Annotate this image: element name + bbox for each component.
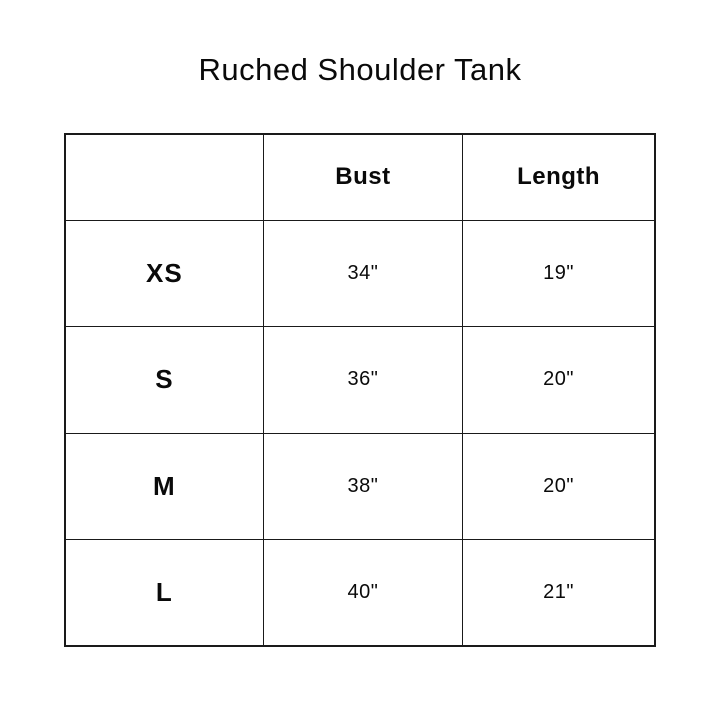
length-cell: 20" — [463, 433, 655, 540]
size-chart-container — [64, 133, 656, 647]
bust-cell: 38" — [263, 433, 462, 540]
length-cell: 19" — [463, 220, 655, 327]
size-cell: L — [65, 540, 263, 647]
table-row-l — [65, 540, 655, 647]
size-cell: S — [65, 327, 263, 434]
size-cell: XS — [65, 220, 263, 327]
length-cell: 20" — [463, 327, 655, 434]
bust-cell: 40" — [263, 540, 462, 647]
table-row-xs — [65, 220, 655, 327]
length-cell: 21" — [463, 540, 655, 647]
table-row-m — [65, 433, 655, 540]
size-column-header — [65, 134, 263, 220]
bust-cell: 36" — [263, 327, 462, 434]
table-row-s — [65, 327, 655, 434]
bust-cell: 34" — [263, 220, 462, 327]
size-chart-table — [64, 133, 656, 647]
length-column-header: Length — [463, 134, 655, 220]
bust-column-header: Bust — [263, 134, 462, 220]
size-cell: M — [65, 433, 263, 540]
header-row — [65, 134, 655, 220]
page-title: Ruched Shoulder Tank — [198, 52, 522, 87]
